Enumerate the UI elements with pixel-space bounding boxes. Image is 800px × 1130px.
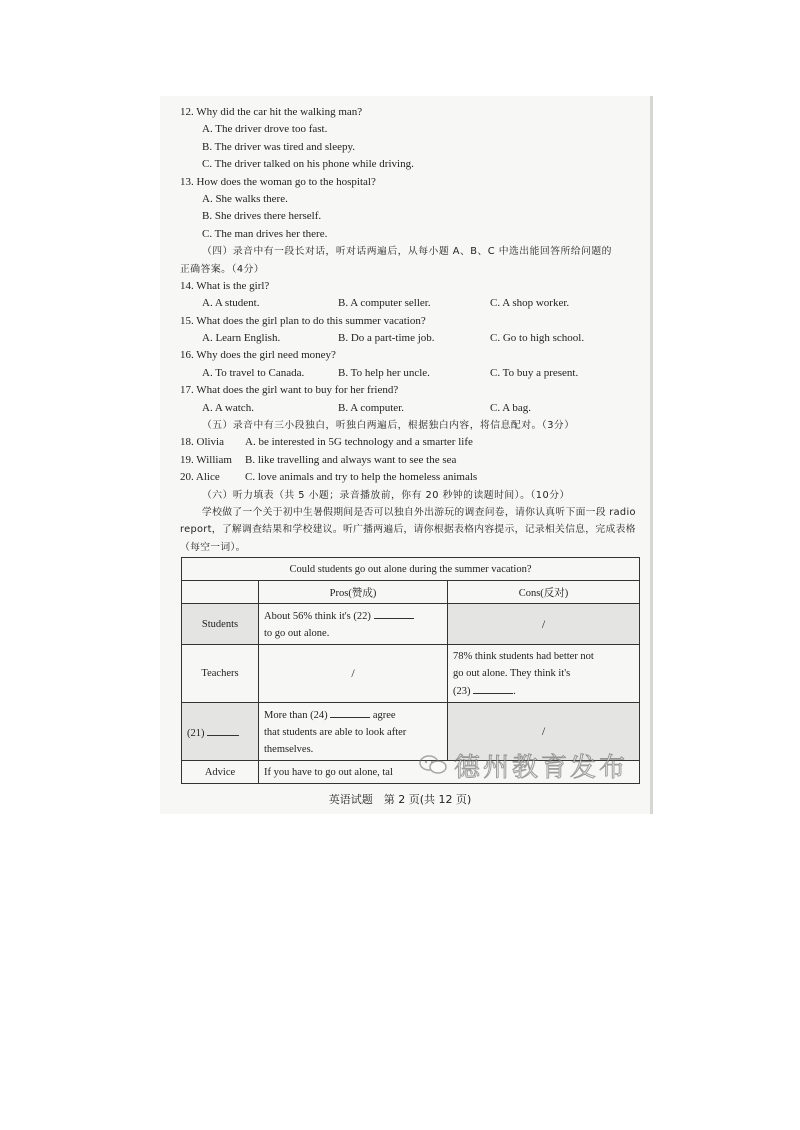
match-row-19 bbox=[180, 452, 642, 469]
page-footer: 英语试题 第 2 页(共 12 页) bbox=[328, 793, 472, 806]
question-16-option-b: B. To help her uncle. bbox=[338, 366, 430, 379]
teachers-cons-cell: 78% think students had better not go out alone. They think it's (23) . bbox=[448, 645, 640, 703]
question-17-stem: 17. What does the girl want to buy for her friend? bbox=[180, 384, 399, 397]
blank-24[interactable] bbox=[330, 706, 370, 718]
question-12-option-c: C. The driver talked on his phone while driving. bbox=[202, 158, 414, 171]
question-16-stem: 16. Why does the girl need money? bbox=[180, 349, 336, 362]
match-info-c: C. love animals and try to help the homeless animals bbox=[245, 471, 478, 484]
question-13-stem: 13. How does the woman go to the hospital? bbox=[180, 175, 376, 188]
question-17-options bbox=[180, 400, 642, 417]
students-pros-text-a: About 56% think it's (22) bbox=[264, 610, 371, 622]
question-12-stem: 12. Why did the car hit the walking man? bbox=[180, 106, 363, 118]
exam-content bbox=[180, 104, 642, 556]
question-12-option-a: A. The driver drove too fast. bbox=[202, 123, 328, 136]
advice-label: Advice bbox=[182, 761, 259, 784]
pros-header: Pros(赞成) bbox=[259, 581, 448, 604]
match-name-18: 18. Olivia bbox=[180, 436, 224, 449]
cons-header: Cons(反对) bbox=[448, 581, 640, 604]
section-6-instruction: （六）听力填表（共 5 小题；录音播放前，你有 20 秒钟的读题时间）。（10分） bbox=[202, 489, 570, 501]
match-row-18 bbox=[180, 434, 642, 451]
row-21-label: (21) bbox=[187, 728, 205, 739]
section-5-instruction: （五）录音中有三小段独白，听独白两遍后，根据独白内容，将信息配对。（3分） bbox=[202, 420, 575, 432]
question-14-option-b: B. A computer seller. bbox=[338, 297, 431, 310]
question-16-options bbox=[180, 365, 642, 382]
teachers-cons-text-a: 78% think students had better not bbox=[453, 650, 594, 662]
row-21-cons-slash: / bbox=[448, 703, 640, 761]
row-21-pros-text-a: More than (24) bbox=[264, 709, 328, 721]
question-12-option-b: B. The driver was tired and sleepy. bbox=[202, 140, 356, 153]
teachers-cons-text-b: go out alone. They think it's bbox=[453, 667, 571, 679]
section-4-instruction: （四）录音中有一段长对话，听对话两遍后，从每小题 A、B、C 中选出能回答所给问题的 bbox=[202, 246, 612, 258]
question-15-options bbox=[180, 330, 642, 347]
page-edge-shadow bbox=[650, 96, 653, 814]
question-17-option-a: A. A watch. bbox=[202, 401, 254, 414]
question-13-option-c: C. The man drives her there. bbox=[202, 227, 328, 240]
row-21-pros-text-c: that students are able to look after bbox=[264, 726, 407, 738]
table-empty-corner bbox=[182, 581, 259, 604]
question-13-option-b: B. She drives there herself. bbox=[202, 210, 322, 223]
table-title: Could students go out alone during the summer vacation? bbox=[182, 558, 640, 581]
question-13-option-a: A. She walks there. bbox=[202, 192, 288, 205]
question-14-stem: 14. What is the girl? bbox=[180, 279, 270, 292]
row-21-label-cell bbox=[182, 703, 259, 761]
question-16-option-c: C. To buy a present. bbox=[490, 366, 579, 379]
row-21-pros-text-b: agree bbox=[372, 709, 396, 721]
students-pros-cell bbox=[259, 604, 448, 645]
teachers-cons-text-c: (23) bbox=[453, 685, 471, 697]
teachers-pros-slash: / bbox=[259, 645, 448, 703]
question-15-stem: 15. What does the girl plan to do this summer vacation? bbox=[180, 314, 426, 327]
blank-22[interactable] bbox=[374, 607, 414, 619]
row-21-pros-text-d: themselves. bbox=[264, 743, 314, 755]
question-14-option-a: A. A student. bbox=[202, 297, 260, 310]
match-name-19: 19. William bbox=[180, 453, 232, 466]
question-15-option-c: C. Go to high school. bbox=[490, 332, 585, 345]
advice-cell: If you have to go out alone, tal bbox=[259, 761, 640, 784]
teachers-label: Teachers bbox=[182, 645, 259, 703]
match-info-b: B. like travelling and always want to see the sea bbox=[245, 453, 457, 466]
match-name-20: 20. Alice bbox=[180, 471, 220, 484]
students-pros-text-b: to go out alone. bbox=[264, 627, 330, 639]
question-14-options bbox=[180, 295, 642, 312]
question-17-option-b: B. A computer. bbox=[338, 401, 404, 414]
students-label: Students bbox=[182, 604, 259, 645]
section-6-paragraph: 学校做了一个关于初中生暑假期间是否可以独自外出游玩的调查问卷，请你认真听下面一段 radio report，了解调查结果和学校建议。听广播两遍后，请你根据表格内容提示，记录相关信息，完成表格（每空一词）。 bbox=[180, 506, 636, 553]
watermark bbox=[418, 748, 628, 782]
question-15-option-a: A. Learn English. bbox=[202, 332, 281, 345]
question-15-option-b: B. Do a part-time job. bbox=[338, 332, 435, 345]
question-17-option-c: C. A bag. bbox=[490, 401, 531, 414]
question-14-option-c: C. A shop worker. bbox=[490, 297, 570, 310]
blank-21[interactable] bbox=[207, 724, 239, 736]
watermark-text: 德州教育发布 bbox=[454, 752, 629, 783]
match-info-a: A. be interested in 5G technology and a smarter life bbox=[245, 436, 473, 449]
blank-23[interactable] bbox=[473, 682, 513, 694]
wechat-icon bbox=[418, 753, 448, 777]
match-row-20 bbox=[180, 469, 642, 486]
question-16-option-a: A. To travel to Canada. bbox=[202, 366, 305, 379]
section-4-instruction-cont: 正确答案。（4分） bbox=[180, 263, 265, 275]
students-cons-slash: / bbox=[448, 604, 640, 645]
